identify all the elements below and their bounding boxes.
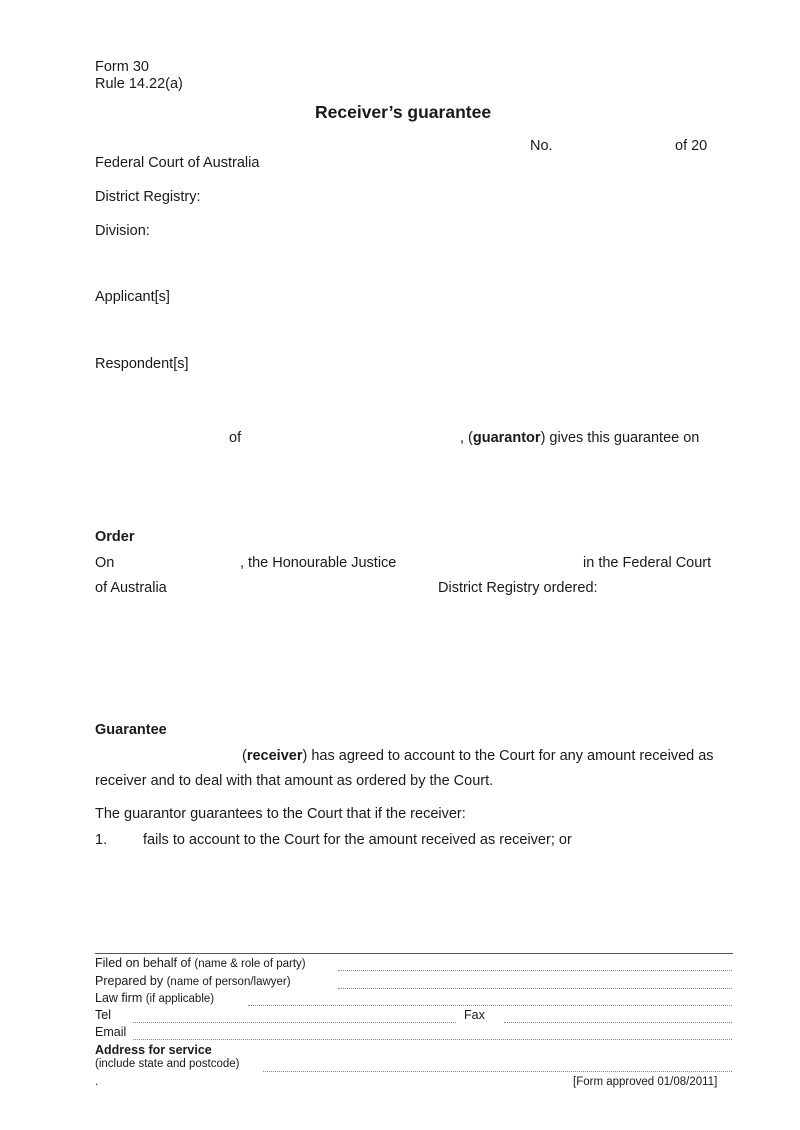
form-number: Form 30 [95,59,149,75]
prepared-by-label: Prepared by (name of person/lawyer) [95,974,291,988]
guarantor-term: guarantor [472,430,541,446]
respondent-label: Respondent[s] [95,356,189,372]
filed-on-behalf-field[interactable] [338,970,732,971]
tel-field[interactable] [133,1022,456,1023]
address-hint: (include state and postcode) [95,1058,240,1070]
guarantee-line-2: receiver and to deal with that amount as ordered by the Court. [95,773,494,789]
law-firm-field[interactable] [248,1005,732,1006]
order-on: On [95,555,115,571]
email-label: Email [95,1025,127,1039]
order-heading: Order [95,529,135,545]
form-approved-note: [Form approved 01/08/2011] [573,1076,718,1088]
case-year-label: of 20 [675,138,708,154]
case-number-label: No. [530,138,553,154]
intro-of: of [229,430,242,446]
guarantor-statement: , (guarantor) gives this guarantee on [460,430,700,446]
order-of-australia: of Australia [95,580,167,596]
district-registry-label: District Registry: [95,189,201,205]
filed-on-behalf-label: Filed on behalf of (name & role of party) [95,956,306,970]
court-name: Federal Court of Australia [95,155,260,171]
address-for-service-label: Address for service [95,1043,212,1057]
receiver-statement: (receiver) has agreed to account to the Court for any amount received as [242,748,714,764]
guarantee-heading: Guarantee [95,722,167,738]
receiver-term: receiver [246,748,303,764]
rule-reference: Rule 14.22(a) [95,76,183,92]
fax-field[interactable] [504,1022,732,1023]
order-justice: , the Honourable Justice [240,555,397,571]
tel-label: Tel [95,1008,111,1022]
fax-label: Fax [464,1008,485,1022]
applicant-label: Applicant[s] [95,289,170,305]
law-firm-label: Law firm (if applicable) [95,991,215,1005]
list-item-text: fails to account to the Court for the amount received as receiver; or [143,832,572,848]
order-registry-ordered: District Registry ordered: [438,580,598,596]
list-item-number: 1. [95,832,108,848]
order-in-court: in the Federal Court [583,555,712,571]
prepared-by-field[interactable] [338,988,732,989]
footer-divider [95,953,733,954]
address-field[interactable] [263,1071,732,1072]
footer-dot: . [95,1076,99,1088]
email-field[interactable] [133,1039,732,1040]
document-title: Receiver’s guarantee [315,102,492,122]
division-label: Division: [95,223,150,239]
guarantee-line-3: The guarantor guarantees to the Court that if the receiver: [95,806,466,822]
